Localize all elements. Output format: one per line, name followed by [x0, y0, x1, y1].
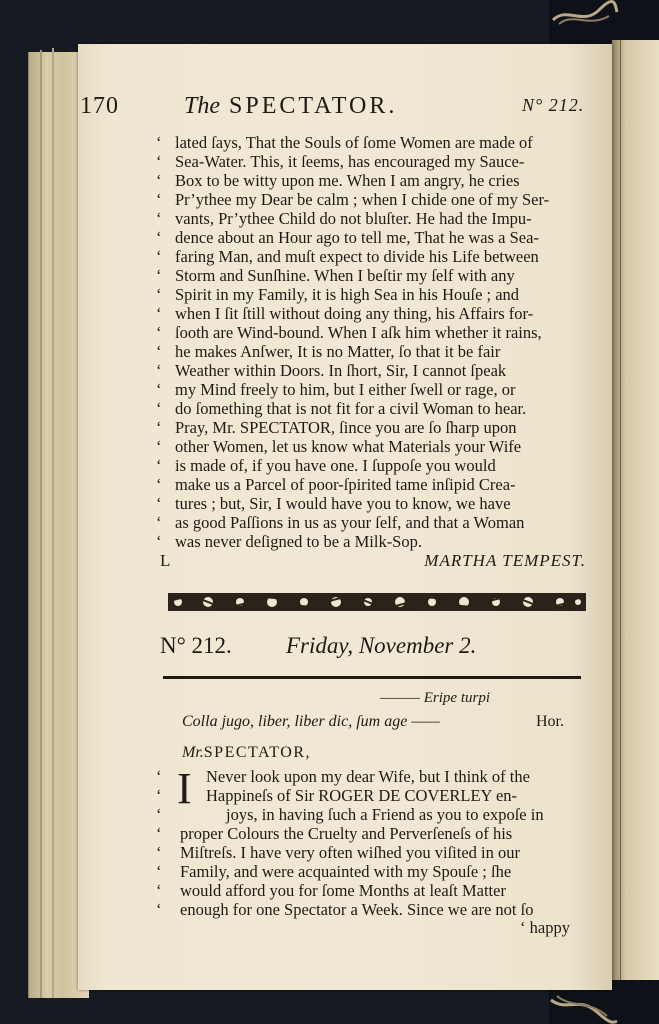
- quote-mark: ‘: [156, 304, 162, 323]
- text-line: [80, 456, 600, 475]
- text-line: [80, 786, 600, 805]
- quote-mark: ‘: [156, 342, 162, 361]
- quote-mark: ‘: [156, 380, 162, 399]
- line-text: Sea-Water. This, it ſeems, has encouraged my Sauce-: [175, 152, 525, 171]
- line-text: lated ſays, That the Souls of ſome Women are made of: [175, 133, 533, 152]
- salutation: Mr.SPECTATOR,: [182, 744, 312, 761]
- line-text: Pr’ythee my Dear be calm ; when I chide one of my Ser-: [175, 190, 550, 209]
- text-line: [80, 475, 600, 494]
- text-line: [80, 900, 600, 919]
- signature-mark: L: [160, 551, 172, 570]
- quote-mark: ‘: [156, 399, 162, 418]
- header-issue-number: N° 212.: [522, 95, 585, 115]
- text-line: [80, 805, 600, 824]
- catchword: ‘ happy: [520, 918, 570, 937]
- decorative-border: [168, 591, 586, 613]
- text-line: [80, 824, 600, 843]
- quote-mark: ‘: [156, 171, 162, 190]
- quote-mark: ‘: [156, 513, 162, 532]
- line-text: tures ; but, Sir, I would have you to know, we have: [175, 494, 511, 513]
- text-line: [80, 133, 600, 152]
- quote-mark: ‘: [156, 767, 162, 786]
- text-line: [80, 323, 600, 342]
- text-line: [80, 380, 600, 399]
- line-text: enough for one Spectator a Week. Since we are not ſo: [180, 900, 534, 919]
- text-line: [80, 494, 600, 513]
- quote-mark: ‘: [156, 843, 162, 862]
- quote-mark: ‘: [156, 418, 162, 437]
- quote-mark: ‘: [156, 456, 162, 475]
- text-line: [80, 228, 600, 247]
- quote-mark: ‘: [156, 133, 162, 152]
- line-text: my Mind freely to him, but I either ſwell or rage, or: [175, 380, 516, 399]
- text-line: [80, 437, 600, 456]
- text-line: [80, 843, 600, 862]
- line-text: proper Colours the Cruelty and Perverſeneſs of his: [180, 824, 513, 843]
- quote-mark: ‘: [156, 190, 162, 209]
- line-text: he makes Anſwer, It is no Matter, ſo that it be fair: [175, 342, 501, 361]
- motto-source: Hor.: [536, 713, 564, 730]
- line-text: joys, in having ſuch a Friend as you to expoſe in: [226, 805, 544, 824]
- text-line: [80, 399, 600, 418]
- line-text: dence about an Hour ago to tell me, That he was a Sea-: [175, 228, 539, 247]
- quote-mark: ‘: [156, 475, 162, 494]
- issue-number: N° 212.: [160, 633, 232, 658]
- line-text: make us a Parcel of poor-ſpirited tame inſipid Crea-: [175, 475, 516, 494]
- line-text: Family, and were acquainted with my Spouſe ; ſhe: [180, 862, 512, 881]
- line-text: Weather within Doors. In ſhort, Sir, I cannot ſpeak: [175, 361, 507, 380]
- text-line: [80, 190, 600, 209]
- text-line: [80, 361, 600, 380]
- line-text: vants, Pr’ythee Child do not bluſter. He had the Impu-: [175, 209, 532, 228]
- signature-line: [160, 551, 590, 573]
- quote-mark: ‘: [156, 266, 162, 285]
- signature-name: MARTHA TEMPEST.: [424, 551, 586, 570]
- line-text: was never deſigned to be a Milk-Sop.: [175, 532, 422, 551]
- text-line: [80, 152, 600, 171]
- page-number: 170: [80, 93, 119, 119]
- line-text: Miſtreſs. I have very often wiſhed you viſited in our: [180, 843, 521, 862]
- quote-mark: ‘: [156, 824, 162, 843]
- running-title: The SPECTATOR.: [184, 93, 398, 119]
- letter-text: [80, 133, 600, 551]
- text-line: [80, 513, 600, 532]
- quote-mark: ‘: [156, 881, 162, 900]
- quote-mark: ‘: [156, 361, 162, 380]
- quote-mark: ‘: [156, 209, 162, 228]
- line-text: faring Man, and muſt expect to divide his Life between: [175, 247, 539, 266]
- text-line: [80, 304, 600, 323]
- text-line: [80, 767, 600, 786]
- text-line: [80, 342, 600, 361]
- quote-mark: ‘: [156, 805, 162, 824]
- line-text: Box to be witty upon me. When I am angry, he cries: [175, 171, 520, 190]
- running-header: [80, 93, 590, 125]
- line-text: is made of, if you have one. I ſuppoſe you would: [175, 456, 496, 475]
- quote-mark: ‘: [156, 786, 162, 805]
- text-line: [80, 209, 600, 228]
- body-text: [80, 764, 600, 919]
- line-text: do ſomething that is not fit for a civil Woman to hear.: [175, 399, 527, 418]
- quote-mark: ‘: [156, 900, 162, 919]
- quote-mark: ‘: [156, 532, 162, 551]
- quote-mark: ‘: [156, 862, 162, 881]
- quote-mark: ‘: [156, 285, 162, 304]
- text-line: [80, 881, 600, 900]
- quote-mark: ‘: [156, 494, 162, 513]
- line-text: as good Paſſions in us as your ſelf, and that a Woman: [175, 513, 525, 532]
- line-text: Happineſs of Sir ROGER DE COVERLEY en-: [206, 786, 518, 805]
- issue-heading: [160, 633, 600, 665]
- text-line: [80, 862, 600, 881]
- line-text: Spirit in my Family, it is high Sea in his Houſe ; and: [175, 285, 520, 304]
- motto-line-2: Colla jugo, liber, liber dic, ſum age —— Hor.: [182, 713, 564, 730]
- line-text: when I ſit ſtill without doing any thing, his Affairs for-: [175, 304, 534, 323]
- quote-mark: ‘: [156, 323, 162, 342]
- line-text: Storm and Sunſhine. When I beſtir my ſelf with any: [175, 266, 515, 285]
- text-line: [80, 418, 600, 437]
- text-line: [80, 266, 600, 285]
- text-line: [80, 247, 600, 266]
- line-text: Pray, Mr. SPECTATOR, ſince you are ſo ſharp upon: [175, 418, 517, 437]
- quote-mark: ‘: [156, 437, 162, 456]
- quote-mark: ‘: [156, 228, 162, 247]
- quote-mark: ‘: [156, 152, 162, 171]
- quote-mark: ‘: [156, 247, 162, 266]
- text-line: [80, 285, 600, 304]
- line-text: ſooth are Wind-bound. When I aſk him whether it rains,: [175, 323, 542, 342]
- text-line: [80, 532, 600, 551]
- heading-rule: [163, 676, 581, 679]
- line-text: other Women, let us know what Materials your Wife: [175, 437, 522, 456]
- text-line: [80, 171, 600, 190]
- issue-date: Friday, November 2.: [286, 633, 477, 658]
- line-text: Never look upon my dear Wife, but I think of the: [206, 767, 530, 786]
- drop-cap: I: [177, 764, 192, 813]
- line-text: would afford you for ſome Months at leaſt Matter: [180, 881, 506, 900]
- motto-line-1: ——— Eripe turpi: [380, 690, 491, 706]
